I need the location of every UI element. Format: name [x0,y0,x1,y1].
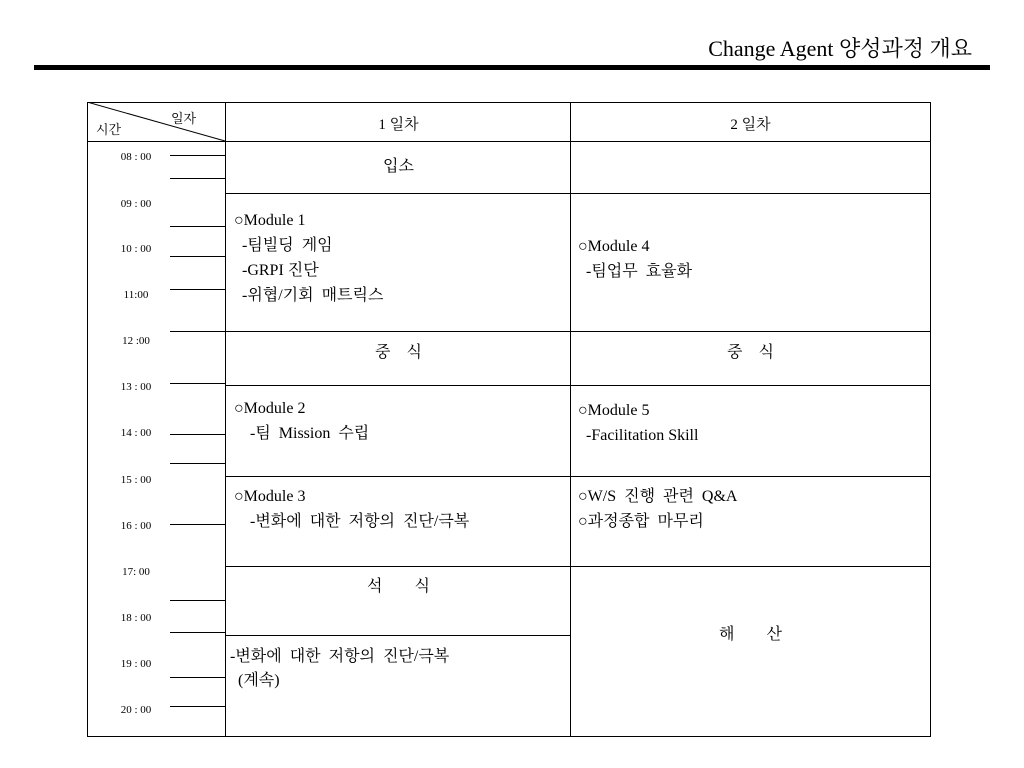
cell-line: ○Module 2 [234,400,306,417]
day2-row-divider [570,566,931,567]
time-label: 19 : 00 [120,658,152,670]
cell-line: (계속) [234,672,280,689]
time-label: 17: 00 [122,566,150,578]
cell-line: ○Module 5 [578,402,650,419]
day2-row-divider [570,476,931,477]
time-label: 12 :00 [122,335,150,347]
day1-row-divider [225,635,571,636]
day1-lunch: 중 식 [375,344,422,361]
table-border-left [87,102,88,737]
time-label: 09 : 00 [120,198,152,210]
time-column-divider [225,102,226,737]
day1-row-divider [225,331,571,332]
time-tick [170,383,226,384]
page-title: Change Agent 양성과정 개요 [708,36,972,61]
time-label: 13 : 00 [120,381,152,393]
cell-line: ○Module 3 [234,488,306,505]
time-tick [170,524,226,525]
time-tick [170,632,226,633]
time-tick [170,226,226,227]
cell-line: -팀업무 효율화 [578,263,693,280]
time-label: 18 : 00 [120,612,152,624]
time-label: 11:00 [123,289,149,301]
time-label: 08 : 00 [120,151,152,163]
time-tick [170,463,226,464]
time-tick [170,600,226,601]
time-label: 14 : 00 [120,427,152,439]
time-label: 15 : 00 [120,474,152,486]
cell-line: -팀 Mission 수립 [234,425,370,442]
time-tick [170,331,226,332]
title-divider [34,65,990,70]
cell-line: -변화에 대한 저항의 진단/극복 [230,648,450,665]
cell-line: ○Module 4 [578,238,650,255]
time-tick [170,178,226,179]
time-label: 16 : 00 [120,520,152,532]
time-tick [170,677,226,678]
time-label: 20 : 00 [120,704,152,716]
cell-line: ○Module 1 [234,212,306,229]
time-tick [170,289,226,290]
day1-header: 1 일차 [378,117,419,133]
time-tick [170,256,226,257]
cell-line: -Facilitation Skill [578,427,699,444]
day1-row-divider [225,476,571,477]
day2-row-divider [570,193,931,194]
cell-line: -GRPI 진단 [234,262,319,279]
day1-row-divider [225,566,571,567]
day2-dismissal: 해 산 [719,626,782,643]
table-border-bottom [87,736,931,737]
day1-entrance: 입소 [383,158,414,175]
day2-lunch: 중 식 [727,344,774,361]
corner-time-label: 시간 [96,123,122,138]
table-border-right [930,102,931,737]
time-label: 10 : 00 [120,243,152,255]
cell-line: ○W/S 진행 관련 Q&A [578,488,738,505]
cell-line: -팀빌딩 게임 [234,237,333,254]
day2-row-divider [570,331,931,332]
day1-row-divider [225,193,571,194]
cell-line: ○과정종합 마무리 [578,513,704,530]
cell-line: -위협/기회 매트릭스 [234,287,384,304]
cell-line: -변화에 대한 저항의 진단/극복 [234,513,470,530]
day2-row-divider [570,385,931,386]
day1-row-divider [225,385,571,386]
time-tick [170,434,226,435]
day1-dinner: 석 식 [367,578,430,595]
corner-day-label: 일자 [171,112,197,127]
day2-header: 2 일차 [730,117,771,133]
time-tick [170,706,226,707]
time-tick [170,155,226,156]
